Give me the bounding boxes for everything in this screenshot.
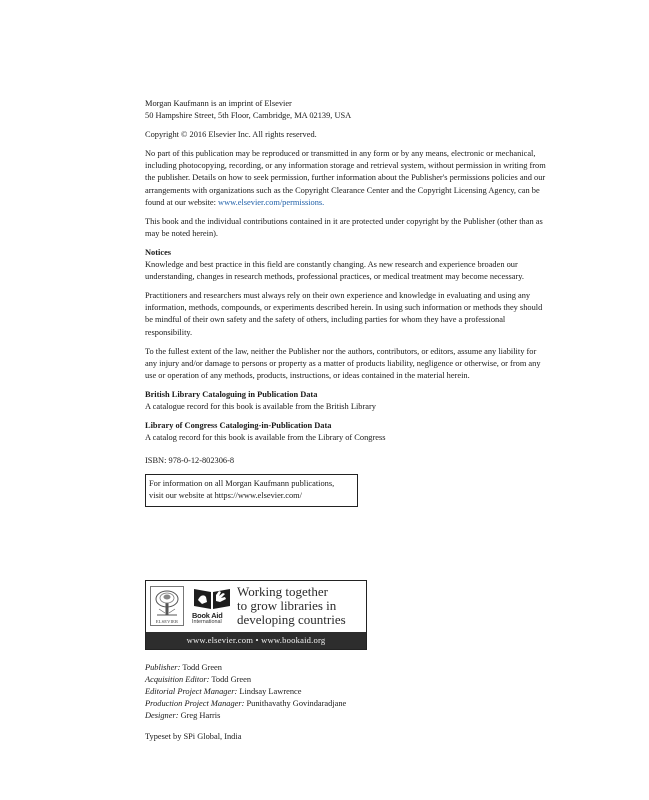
credit-name: Greg Harris <box>180 711 221 721</box>
credit-row <box>145 674 550 686</box>
book-aid-name: Book Aid <box>192 611 223 620</box>
permissions-link[interactable]: www.elsevier.com/permissions. <box>218 197 325 207</box>
banner-tagline <box>237 585 346 626</box>
elsevier-wordmark: ELSEVIER <box>155 619 179 624</box>
credit-row <box>145 710 550 722</box>
notices-paragraph-2: Practitioners and researchers must always rely on their own experience and knowledge in evaluating and using any information, methods, compounds, or experiments described herein. In using such information or methods they should be mindful of their own safety and the safety of others, including parties for whom they have a professional responsibility. <box>145 291 543 337</box>
credit-role: Publisher: <box>145 663 181 672</box>
british-library-text: A catalogue record for this book is available from the British Library <box>145 401 376 411</box>
copyright-page-body <box>145 98 550 507</box>
credit-name: Todd Green <box>211 675 252 685</box>
notices-paragraph-1: Knowledge and best practice in this field are constantly changing. As new research and experience broaden our understanding, changes in research methods, professional practices, or medical treatment may become necessary. <box>145 260 524 282</box>
credit-row <box>145 686 550 698</box>
credit-role: Production Project Manager: <box>145 699 245 709</box>
book-aid-subtitle: International <box>192 619 222 625</box>
typeset-credit: Typeset by SPi Global, India <box>145 732 242 741</box>
permissions-paragraph <box>145 148 550 208</box>
tagline-line-2: to grow libraries in <box>237 597 337 613</box>
info-box <box>145 474 358 506</box>
notices-heading: Notices <box>145 247 172 257</box>
notices-paragraph-3: To the fullest extent of the law, neither the Publisher nor the authors, contributors, or editors, assume any liability for any injury and/or damage to persons or property as a matter of products liability, negligence or otherwise, or from any use or operation of any methods, products, instructions, or ideas contained in the material herein. <box>145 346 541 380</box>
credit-name: Lindsay Lawrence <box>239 687 302 697</box>
credit-row <box>145 698 550 710</box>
imprint-line-1: Morgan Kaufmann is an imprint of Elsevier <box>145 99 292 108</box>
credits-list <box>145 662 550 722</box>
info-box-line-1: For information on all Morgan Kaufmann publications, <box>149 479 335 489</box>
banner-top <box>146 581 366 632</box>
credit-role: Editorial Project Manager: <box>145 687 238 697</box>
book-aid-logo <box>192 586 232 628</box>
book-aid-banner <box>145 580 367 650</box>
isbn: ISBN: 978-0-12-802306-8 <box>145 456 235 466</box>
protection-paragraph: This book and the individual contributions contained in it are protected under copyright by the Publisher (other than as may be noted herein). <box>145 216 543 238</box>
credit-name: Todd Green <box>182 663 222 672</box>
credit-name: Punithavathy Govindaradjane <box>246 699 347 709</box>
book-aid-hands-icon <box>192 586 232 610</box>
permissions-text: No part of this publication may be reproduced or transmitted in any form or by any means, electronic or mechanical, including photocopying, recording, or any information storage and retrieval system, without permission in writing from the publisher. Details on how to seek permission, further information about the Publisher's permissions policies and our arrangements with organizations such as the Copyright Clearance Center and the Copyright Licensing Agency, can be found at our website: <box>145 149 546 207</box>
copyright-notice: Copyright © 2016 Elsevier Inc. All rights reserved. <box>145 130 317 140</box>
credit-role: Acquisition Editor: <box>145 675 210 685</box>
banner-footer-urls: www.elsevier.com • www.bookaid.org <box>146 632 366 649</box>
elsevier-tree-icon <box>153 589 181 617</box>
tagline-line-3: developing countries <box>237 611 346 627</box>
info-box-line-2[interactable]: visit our website at https://www.elsevier.com/ <box>149 491 302 501</box>
library-of-congress-heading: Library of Congress Cataloging-in-Publication Data <box>145 421 332 431</box>
library-of-congress-text: A catalog record for this book is available from the Library of Congress <box>145 433 386 443</box>
elsevier-logo <box>150 586 184 626</box>
tagline-line-1: Working together <box>237 584 329 599</box>
british-library-heading: British Library Cataloguing in Publication Data <box>145 389 318 399</box>
credit-row <box>145 662 550 674</box>
credit-role: Designer: <box>145 711 179 721</box>
imprint-address: 50 Hampshire Street, 5th Floor, Cambridge, MA 02139, USA <box>145 111 352 121</box>
